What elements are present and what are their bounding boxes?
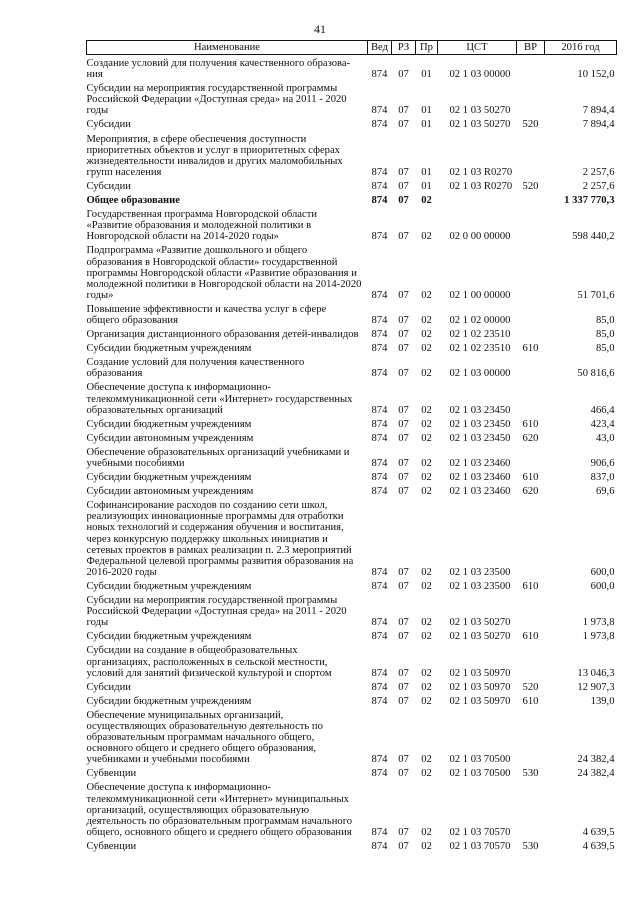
cell-name: Субсидии [86,681,131,693]
table-row [87,178,617,192]
cell-name: Субсидии на мероприятия государственной программы Российской Федерации «Доступная среда» на 2011 - 2020 годы [86,83,347,117]
cell-name: Субсидии [86,119,131,131]
cell-ved: 874 [371,119,388,131]
table-row [87,55,617,81]
cell-cst: 02 1 03 70570 [449,826,511,838]
cell-vr [517,444,545,469]
table-row [87,379,617,415]
cell-pr: 01 [421,180,432,192]
cell-amount: 466,4 [590,404,615,416]
cell-pr: 02 [421,617,432,629]
cell-cst: 02 1 03 70500 [449,754,511,766]
table-row [87,206,617,242]
cell-ved: 874 [371,840,388,852]
cell-name: Субвенции [86,768,137,780]
cell-ved: 874 [371,166,388,178]
cell-amount: 69,6 [595,486,615,498]
cell-amount: 24 382,4 [577,754,615,766]
cell-amount: 10 152,0 [577,69,615,81]
cell-ved: 874 [371,432,388,444]
table-row [87,444,617,469]
table-row [87,116,617,130]
cell-rz: 07 [398,631,409,643]
cell-cst: 02 1 02 23510 [449,343,511,355]
cell-cst: 02 1 03 23450 [449,404,511,416]
cell-pr: 02 [421,566,432,578]
cell-vr [517,301,545,326]
cell-amount: 139,0 [590,695,615,707]
cell-vr [517,642,545,678]
cell-rz: 07 [398,768,409,780]
table-row [87,592,617,628]
cell-name: Государственная программа Новгородской области «Развитие образования и молодежной политики в Новгородской области на 2014-2020 годы» [86,209,318,243]
cell-name: Обеспечение образовательных организаций учебниками и учебными пособиями [86,446,350,469]
col-header-rz: РЗ [392,41,416,55]
cell-name: Создание условий для получения качественного образования [86,357,305,380]
cell-amount: 598 440,2 [572,231,615,243]
cell-ved: 874 [371,566,388,578]
cell-rz: 07 [398,69,409,81]
cell-rz: 07 [398,368,409,380]
cell-ved: 874 [371,368,388,380]
cell-name: Субсидии бюджетным учреждениям [86,472,252,484]
cell-name: Повышение эффективности и качества услуг в сфере общего образования [86,303,327,326]
cell-pr: 02 [421,458,432,469]
table-row [87,779,617,837]
cell-cst: 02 1 03 50970 [449,681,511,693]
cell-rz: 07 [398,289,409,301]
cell-ved: 874 [371,695,388,707]
cell-pr: 02 [421,432,432,444]
cell-cst: 02 1 03 23450 [449,418,511,430]
cell-cst: 02 1 02 00000 [449,314,511,326]
cell-cst: 02 1 03 R0270 [449,166,513,178]
cell-pr: 01 [421,119,432,131]
cell-vr [517,242,545,300]
cell-vr [517,592,545,628]
cell-rz: 07 [398,486,409,498]
cell-vr: 620 [522,486,539,498]
cell-rz: 07 [398,617,409,629]
cell-name: Субсидии бюджетным учреждениям [86,695,252,707]
cell-amount: 423,4 [590,418,615,430]
cell-ved: 874 [371,826,388,838]
cell-rz: 07 [398,695,409,707]
cell-vr: 610 [522,472,539,484]
cell-name: Обеспечение доступа к информационно-телекоммуникационной сети «Интернет» государственных образовательных организаций [86,382,353,416]
cell-rz: 07 [398,418,409,430]
cell-ved: 874 [371,329,388,341]
cell-cst: 02 1 03 70500 [449,768,511,780]
table-row [87,765,617,779]
cell-pr: 02 [421,840,432,852]
cell-amount: 837,0 [590,472,615,484]
col-header-name: Наименование [87,41,368,55]
cell-amount: 24 382,4 [577,768,615,780]
cell-ved: 874 [371,458,388,469]
cell-name: Общее образование [86,195,180,207]
cell-cst: 02 1 03 50270 [449,105,511,117]
cell-name: Субсидии бюджетным учреждениям [86,631,252,643]
cell-cst: 02 1 03 23450 [449,432,511,444]
cell-rz: 07 [398,580,409,592]
cell-vr: 610 [522,418,539,430]
cell-name: Обеспечение доступа к информационно-телекоммуникационной сети «Интернет» муниципальных организаций, осуществляющих образовательную деятельность по образовательным программам начального общего, основного общего и среднего общего образования [86,782,353,838]
table-row [87,192,617,206]
cell-ved: 874 [371,418,388,430]
cell-vr: 610 [522,695,539,707]
cell-rz: 07 [398,119,409,131]
cell-vr [517,131,545,178]
cell-vr [517,379,545,415]
cell-name: Подпрограмма «Развитие дошкольного и общего образования в Новгородской области» государственной программы Новгородской области «Развитие образования и молодежной политики в Новгородской области на 2014-2020 годы» [86,245,362,301]
cell-vr: 610 [522,343,539,355]
cell-amount: 2 257,6 [582,166,615,178]
cell-amount: 906,6 [590,458,615,469]
cell-amount: 1 337 770,3 [564,195,615,207]
cell-name: Субсидии бюджетным учреждениям [86,580,252,592]
cell-name: Субсидии на создание в общеобразовательных организациях, расположенных в сельской местности, условий для занятий физической культурой и спортом [86,645,332,679]
cell-cst: 02 1 03 00000 [449,368,511,380]
cell-ved: 874 [371,231,388,243]
cell-amount: 43,0 [595,432,615,444]
table-row [87,326,617,340]
cell-pr: 02 [421,329,432,341]
cell-amount: 600,0 [590,580,615,592]
cell-vr: 520 [522,681,539,693]
cell-amount: 12 907,3 [577,681,615,693]
cell-pr: 02 [421,368,432,380]
cell-rz: 07 [398,681,409,693]
cell-rz: 07 [398,314,409,326]
table-row [87,242,617,300]
cell-rz: 07 [398,105,409,117]
cell-rz: 07 [398,667,409,679]
cell-name: Обеспечение муниципальных организаций, осуществляющих образовательную деятельность по образовательным программам начального общего, основного общего и среднего общего образования, учебниками и учебными пособиями [86,709,323,766]
cell-pr: 02 [421,681,432,693]
cell-name: Мероприятия, в сфере обеспечения доступности приоритетных объектов и услуг в приоритетных сферах жизнедеятельности инвалидов и других маломобильных групп населения [86,133,343,178]
cell-ved: 874 [371,105,388,117]
cell-amount: 7 894,4 [582,105,615,117]
cell-pr: 01 [421,166,432,178]
cell-rz: 07 [398,404,409,416]
cell-pr: 02 [421,631,432,643]
cell-cst: 02 1 03 23460 [449,458,511,469]
cell-pr: 02 [421,343,432,355]
cell-pr: 02 [421,289,432,301]
cell-vr: 620 [522,432,539,444]
cell-amount: 4 639,5 [582,840,615,852]
cell-cst: 02 1 03 00000 [449,69,511,81]
page-number: 41 [314,22,326,36]
cell-pr: 02 [421,486,432,498]
cell-vr [517,206,545,242]
cell-cst: 02 1 03 R0270 [449,180,513,192]
cell-amount: 4 639,5 [582,826,615,838]
table-header [87,41,617,55]
cell-amount: 50 816,6 [577,368,615,380]
cell-pr: 02 [421,580,432,592]
cell-cst: 02 0 00 00000 [449,231,511,243]
cell-cst: 02 1 03 70570 [449,840,511,852]
cell-vr [517,354,545,379]
cell-pr: 02 [421,231,432,243]
cell-ved: 874 [371,180,388,192]
cell-pr: 02 [421,195,432,207]
cell-amount: 1 973,8 [582,617,615,629]
cell-cst: 02 1 03 23460 [449,472,511,484]
cell-amount: 51 701,6 [577,289,615,301]
cell-pr: 02 [421,826,432,838]
cell-pr: 02 [421,667,432,679]
cell-name: Субсидии [86,180,131,192]
cell-pr: 02 [421,768,432,780]
cell-vr [517,326,545,340]
table-row [87,707,617,765]
cell-name: Субсидии автономным учреждениям [86,486,254,498]
cell-pr: 02 [421,314,432,326]
cell-vr: 610 [522,631,539,643]
cell-ved: 874 [371,69,388,81]
cell-cst: 02 1 03 23500 [449,566,511,578]
table-row [87,80,617,116]
cell-ved: 874 [371,404,388,416]
col-header-ved: Вед [368,41,392,55]
cell-ved: 874 [371,486,388,498]
budget-table [86,40,617,852]
cell-name: Субсидии бюджетным учреждениям [86,343,252,355]
cell-vr [517,192,545,206]
table-row [87,578,617,592]
cell-amount: 85,0 [595,314,615,326]
cell-cst: 02 1 03 50270 [449,119,511,131]
col-header-cst: ЦСТ [438,41,517,55]
cell-amount: 1 973,8 [582,631,615,643]
cell-cst: 02 1 03 23500 [449,580,511,592]
table-row [87,301,617,326]
cell-ved: 874 [371,667,388,679]
cell-cst: 02 1 03 50970 [449,667,511,679]
table-row [87,131,617,178]
cell-pr: 01 [421,105,432,117]
cell-pr: 02 [421,418,432,430]
cell-amount: 7 894,4 [582,119,615,131]
cell-rz: 07 [398,458,409,469]
cell-vr: 520 [522,119,539,131]
cell-rz: 07 [398,826,409,838]
cell-ved: 874 [371,195,388,207]
table-row [87,628,617,642]
cell-cst: 02 1 03 50270 [449,631,511,643]
cell-vr: 530 [522,840,539,852]
cell-ved: 874 [371,472,388,484]
cell-cst [438,192,517,206]
cell-cst: 02 1 03 23460 [449,486,511,498]
cell-pr: 02 [421,754,432,766]
cell-cst: 02 1 03 50970 [449,695,511,707]
cell-ved: 874 [371,681,388,693]
col-header-vr: ВР [517,41,545,55]
cell-ved: 874 [371,343,388,355]
cell-rz: 07 [398,566,409,578]
cell-rz: 07 [398,840,409,852]
table-row [87,416,617,430]
cell-ved: 874 [371,617,388,629]
cell-rz: 07 [398,180,409,192]
table-row [87,838,617,852]
cell-ved: 874 [371,631,388,643]
table-row [87,693,617,707]
cell-vr [517,55,545,81]
cell-rz: 07 [398,195,409,207]
cell-name: Организация дистанционного образования детей-инвалидов [86,329,359,341]
cell-rz: 07 [398,754,409,766]
cell-pr: 01 [421,69,432,81]
cell-ved: 874 [371,768,388,780]
table-row [87,679,617,693]
cell-vr: 610 [522,580,539,592]
cell-name: Софинансирование расходов по созданию сети школ, реализующих инновационные программы для отработки новых технологий и содержания обучения и воспитания, через конкурсную поддержку школьных инициатив и сетевых проектов в рамках реализации п. 2.3 мероприятий Федеральной целевой программы развития образования на 2016-2020 годы [86,500,354,578]
cell-name: Субвенции [86,840,137,852]
cell-vr: 530 [522,768,539,780]
cell-amount: 13 046,3 [577,667,615,679]
cell-name: Создание условий для получения качественного образова-ния [86,58,351,81]
cell-pr: 02 [421,695,432,707]
cell-rz: 07 [398,472,409,484]
cell-ved: 874 [371,754,388,766]
table-body [87,55,617,853]
table-row [87,340,617,354]
table-row [87,430,617,444]
cell-rz: 07 [398,329,409,341]
table-row [87,642,617,678]
cell-amount: 85,0 [595,343,615,355]
cell-pr: 02 [421,472,432,484]
table-row [87,483,617,497]
col-header-pr: Пр [416,41,438,55]
table-row [87,469,617,483]
cell-cst: 02 1 02 23510 [449,329,511,341]
cell-vr [517,707,545,765]
cell-rz: 07 [398,166,409,178]
cell-name: Субсидии бюджетным учреждениям [86,418,252,430]
cell-vr [517,80,545,116]
cell-ved: 874 [371,314,388,326]
cell-rz: 07 [398,343,409,355]
cell-amount: 2 257,6 [582,180,615,192]
cell-pr: 02 [421,404,432,416]
cell-vr: 520 [522,180,539,192]
cell-ved: 874 [371,289,388,301]
table-row [87,354,617,379]
cell-vr [517,497,545,578]
col-header-year: 2016 год [545,41,617,55]
cell-rz: 07 [398,432,409,444]
cell-ved: 874 [371,580,388,592]
table-row [87,497,617,578]
cell-rz: 07 [398,231,409,243]
cell-name: Субсидии на мероприятия государственной программы Российской Федерации «Доступная среда» на 2011 - 2020 годы [86,595,347,629]
cell-amount: 85,0 [595,329,615,341]
cell-name: Субсидии автономным учреждениям [86,432,254,444]
cell-cst: 02 1 00 00000 [449,289,511,301]
cell-amount: 600,0 [590,566,615,578]
cell-vr [517,779,545,837]
cell-cst: 02 1 03 50270 [449,617,511,629]
